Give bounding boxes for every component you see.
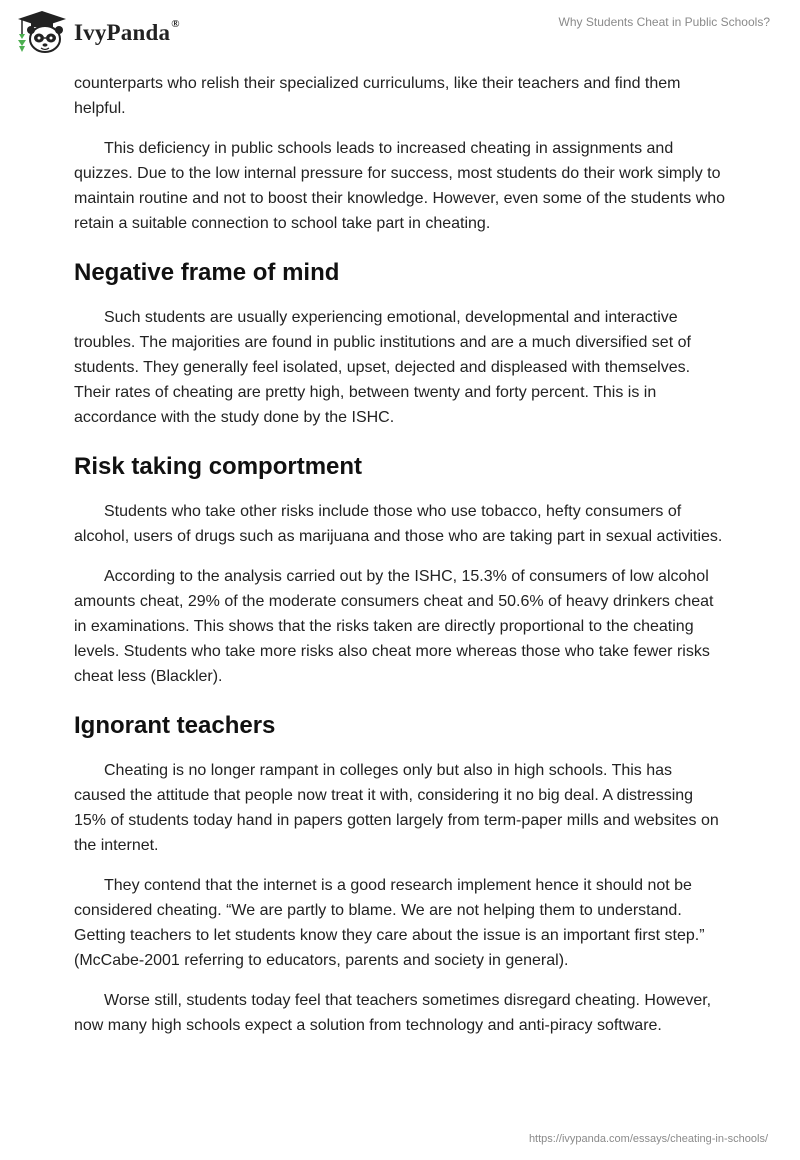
paragraph: Worse still, students today feel that teachers sometimes disregard cheating. However, now many high schools expect a solution from technology and anti-piracy software. [74,992,712,1034]
paragraph: Cheating is no longer rampant in colleges only but also in high schools. This has caused the attitude that people now treat it with, considering it no big deal. A distressing 15% of students today hand in papers gotten largely from term-paper mills and websites on the internet. [74,762,719,854]
page-header [0,0,800,70]
section-heading: Negative frame of mind [74,259,340,286]
paragraph: They contend that the internet is a good research implement hence it should not be considered cheating. “We are partly to blame. We are not helping them to understand. Getting teachers to let students know they care about the issue is an important first step.” (McCabe-2001 referring to educators, parents and society in general). [74,877,705,969]
section-heading: Risk taking comportment [74,453,363,480]
logo[interactable] [14,8,180,56]
brand-name: IvyPanda® [74,18,180,45]
section-heading: Ignorant teachers [74,712,276,739]
paragraph: Such students are usually experiencing emotional, developmental and interactive troubles. The majorities are found in public institutions and are a much diversified set of students. They generally feel isolated, upset, dejected and displeased with themselves. Their rates of cheating are pretty high, between twenty and forty percent. This is in accordance with the study done by the ISHC. [74,309,691,426]
paragraph: According to the analysis carried out by the ISHC, 15.3% of consumers of low alcohol amounts cheat, 29% of the moderate consumers cheat and 50.6% of heavy drinkers cheat in examinations. This shows that the risks taken are directly proportional to the cheating levels. Students who take more risks also cheat more whereas those who take fewer risks cheat less (Blackler). [74,568,714,685]
essay-content [74,70,726,1038]
paragraph: Students who take other risks include those who use tobacco, hefty consumers of alcohol, users of drugs such as marijuana and those who are taking part in sexual activities. [74,503,723,545]
document-title: Why Students Cheat in Public Schools? [558,15,770,29]
panda-graduate-icon [14,8,70,56]
paragraph: counterparts who relish their specialized curriculums, like their teachers and find them helpful. [74,75,681,117]
paragraph: This deficiency in public schools leads to increased cheating in assignments and quizzes. Due to the low internal pressure for success, most students do their work simply to maintain routine and not to boost their knowledge. However, even some of the students who retain a suitable connection to school take part in cheating. [74,140,726,232]
footer-url[interactable]: https://ivypanda.com/essays/cheating-in-schools/ [528,1133,768,1145]
